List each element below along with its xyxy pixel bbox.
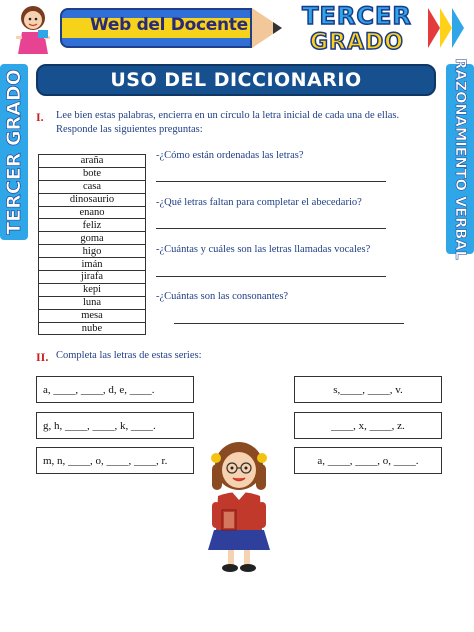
- word-row: [39, 180, 146, 193]
- word-cell[interactable]: jirafa: [39, 271, 146, 284]
- section1-instruction: Lee bien estas palabras, encierra en un círculo la letra inicial de cada una de ellas. Responde las siguientes preguntas:: [56, 110, 400, 135]
- grade-badge-line1: TERCER: [302, 2, 412, 30]
- series-box-right-2[interactable]: ____, x, ____, z.: [294, 412, 442, 439]
- section2-instruction: Completa las letras de estas series:: [56, 350, 202, 361]
- word-cell[interactable]: dinosaurio: [39, 193, 146, 206]
- word-row: [39, 232, 146, 245]
- word-cell[interactable]: nube: [39, 322, 146, 335]
- teacher-logo-girl-icon: [8, 2, 58, 58]
- section1-number: I.: [36, 110, 44, 124]
- word-cell[interactable]: bote: [39, 167, 146, 180]
- question-4: -¿Cuántas son las consonantes?: [156, 291, 289, 302]
- word-row: [39, 309, 146, 322]
- word-cell[interactable]: enano: [39, 206, 146, 219]
- word-cell[interactable]: goma: [39, 232, 146, 245]
- word-row: [39, 322, 146, 335]
- question-3: -¿Cuántas y cuáles son las letras llamadas vocales?: [156, 244, 371, 255]
- word-list-table: [38, 154, 146, 335]
- series-box-right-3[interactable]: a, ____, ____, o, ____.: [294, 447, 442, 474]
- word-row: [39, 283, 146, 296]
- word-cell[interactable]: luna: [39, 296, 146, 309]
- word-row: [39, 258, 146, 271]
- answer-line-1[interactable]: [156, 181, 386, 182]
- question-2: -¿Qué letras faltan para completar el abecedario?: [156, 197, 362, 208]
- word-row: [39, 193, 146, 206]
- left-grade-band-label: TERCER GRADO: [3, 69, 25, 235]
- grade-badge-line2: GRADO: [310, 30, 404, 55]
- word-row: [39, 167, 146, 180]
- section2-number: II.: [36, 350, 49, 364]
- word-cell[interactable]: kepi: [39, 283, 146, 296]
- pencil-lead: [273, 22, 282, 34]
- word-cell[interactable]: feliz: [39, 219, 146, 232]
- page-title: USO DEL DICCIONARIO: [110, 69, 362, 91]
- right-subject-band-label: RAZONAMIENTO VERBAL: [452, 58, 468, 260]
- grade-badge: [282, 2, 432, 58]
- word-cell[interactable]: higo: [39, 245, 146, 258]
- question-1: -¿Cómo están ordenadas las letras?: [156, 150, 304, 161]
- answer-line-4[interactable]: [174, 323, 404, 324]
- word-row: [39, 245, 146, 258]
- word-row: [39, 206, 146, 219]
- word-cell[interactable]: mesa: [39, 309, 146, 322]
- site-logo-pencil: [60, 8, 282, 48]
- chevron-arrows-icon: [428, 8, 468, 52]
- schoolgirl-with-book-illustration: [196, 438, 282, 574]
- answer-line-2[interactable]: [156, 228, 386, 229]
- left-grade-band: [0, 64, 28, 240]
- site-name: Web del Docente: [90, 15, 248, 35]
- word-row: [39, 296, 146, 309]
- series-box-right-1[interactable]: s,____, ____, v.: [294, 376, 442, 403]
- word-row: [39, 219, 146, 232]
- series-box-left-1[interactable]: a, ____, ____, d, e, ____.: [36, 376, 194, 403]
- series-box-left-3[interactable]: m, n, ____, o, ____, ____, r.: [36, 447, 194, 474]
- answer-line-3[interactable]: [156, 276, 386, 277]
- word-cell[interactable]: casa: [39, 180, 146, 193]
- right-subject-band: [446, 58, 474, 260]
- title-bar: [36, 64, 436, 96]
- word-cell[interactable]: imán: [39, 258, 146, 271]
- series-box-left-2[interactable]: g, h, ____, ____, k, ____.: [36, 412, 194, 439]
- word-row: [39, 271, 146, 284]
- word-row: [39, 155, 146, 168]
- word-cell[interactable]: araña: [39, 155, 146, 168]
